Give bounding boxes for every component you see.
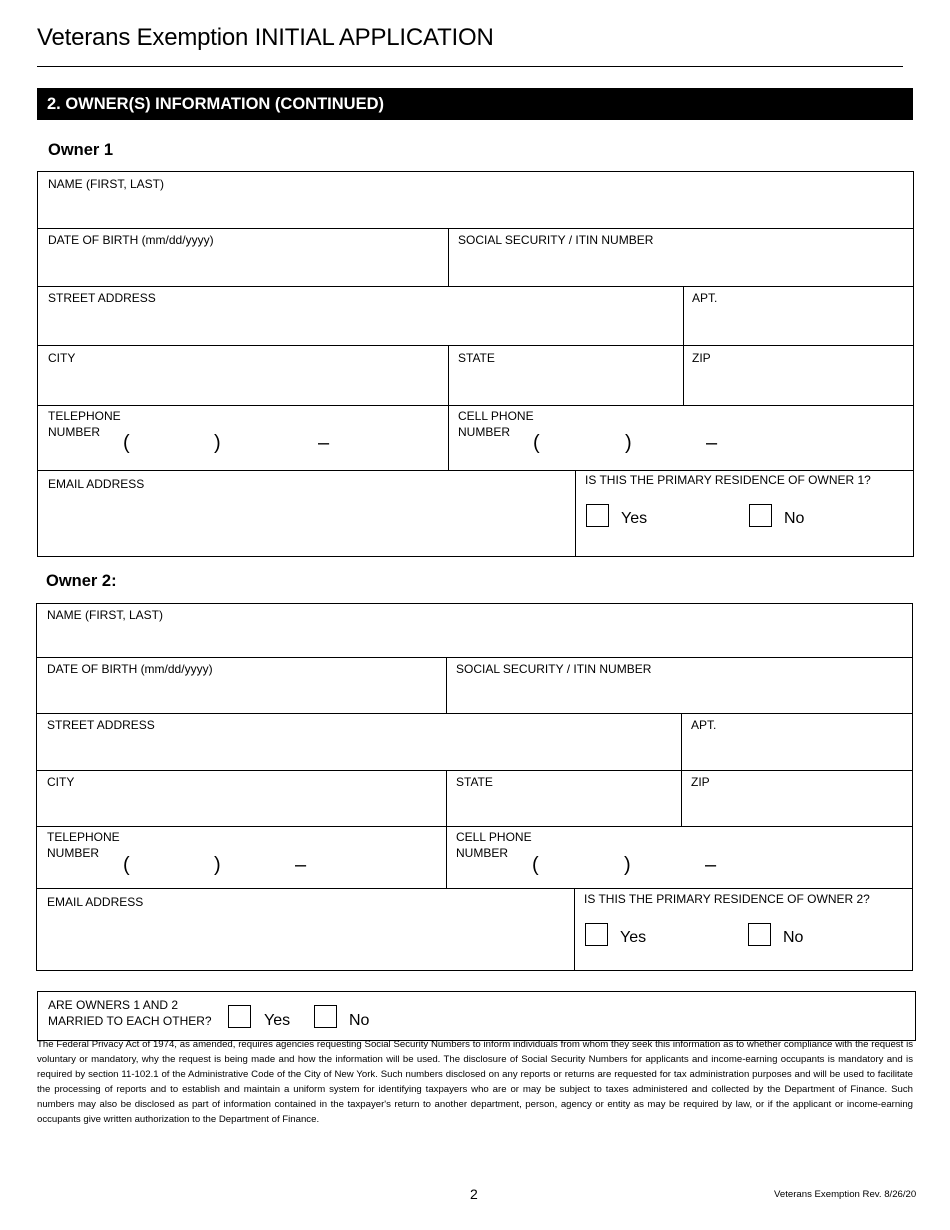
owner1-street-label: STREET ADDRESS [48,291,156,305]
married-no-label: No [349,1012,370,1029]
phone-open-paren: ( [123,432,130,454]
owner2-apt-label: APT. [691,718,717,732]
owner1-heading: Owner 1 [48,141,114,159]
title-divider [37,66,903,67]
owner1-cell-field[interactable] [449,406,913,470]
phone-close-paren: ) [214,854,221,876]
owner2-dob-label: DATE OF BIRTH (mm/dd/yyyy) [47,662,213,676]
owner1-primary-residence [576,471,913,556]
owner1-ssn-label: SOCIAL SECURITY / ITIN NUMBER [458,233,654,247]
owner1-state-label: STATE [458,351,495,365]
owner1-dob-field[interactable] [38,229,448,286]
owner2-name-field[interactable] [37,604,912,657]
owner1-street-field[interactable] [38,287,683,345]
owner2-zip-label: ZIP [691,775,710,789]
owner2-zip-field[interactable] [682,771,912,826]
phone-dash: – [295,854,307,876]
phone-close-paren: ) [625,432,632,454]
owner2-email-field[interactable] [37,889,574,970]
owner2-primary-residence [575,889,912,970]
owner2-street-label: STREET ADDRESS [47,718,155,732]
owner1-cell-label: CELL PHONE NUMBER [458,409,534,439]
owner2-residence-no-label: No [783,929,804,946]
owner1-residence-no-label: No [784,510,805,527]
owner2-heading: Owner 2: [46,572,117,590]
owner1-ssn-field[interactable] [449,229,913,286]
phone-dash: – [318,432,330,454]
owner1-name-field[interactable] [38,172,913,228]
owner1-email-field[interactable] [38,471,575,556]
owner2-state-field[interactable] [447,771,681,826]
owner2-city-label: CITY [47,775,75,789]
owner2-telephone-field[interactable] [37,827,446,888]
owner1-city-label: CITY [48,351,76,365]
owner1-state-field[interactable] [449,346,683,405]
phone-close-paren: ) [214,432,221,454]
owner2-form [36,603,913,971]
owner1-form [37,171,914,557]
owner1-telephone-field[interactable] [38,406,448,470]
form-title: Veterans Exemption INITIAL APPLICATION [37,24,494,51]
owner1-name-label: NAME (FIRST, LAST) [48,177,165,191]
owner1-apt-field[interactable] [684,287,913,345]
owner2-primary-residence-question: IS THIS THE PRIMARY RESIDENCE OF OWNER 2? [584,892,870,906]
revision-label: Veterans Exemption Rev. 8/26/20 [774,1189,917,1200]
phone-open-paren: ( [532,854,539,876]
owner2-apt-field[interactable] [682,714,912,770]
owner1-residence-yes-checkbox[interactable] [586,504,609,527]
owner2-email-label: EMAIL ADDRESS [47,895,144,909]
owner2-ssn-label: SOCIAL SECURITY / ITIN NUMBER [456,662,652,676]
owner2-residence-yes-checkbox[interactable] [585,923,608,946]
phone-close-paren: ) [624,854,631,876]
owner2-cell-label: CELL PHONE NUMBER [456,830,532,860]
married-question-box [37,991,916,1041]
married-question-label: ARE OWNERS 1 AND 2 MARRIED TO EACH OTHER? [48,998,212,1028]
married-yes-label: Yes [264,1012,291,1029]
owner1-residence-yes-label: Yes [621,510,648,527]
owner2-street-field[interactable] [37,714,681,770]
page-number: 2 [470,1186,478,1202]
owner2-name-label: NAME (FIRST, LAST) [47,608,164,622]
owner1-city-field[interactable] [38,346,448,405]
owner2-residence-no-checkbox[interactable] [748,923,771,946]
owner1-zip-label: ZIP [692,351,711,365]
owner1-email-label: EMAIL ADDRESS [48,477,145,491]
owner2-state-label: STATE [456,775,493,789]
section-banner: 2. OWNER(S) INFORMATION (CONTINUED) [37,88,913,120]
married-no-checkbox[interactable] [314,1005,337,1028]
phone-open-paren: ( [533,432,540,454]
owner1-apt-label: APT. [692,291,718,305]
owner2-city-field[interactable] [37,771,446,826]
owner2-cell-field[interactable] [447,827,912,888]
owner1-dob-label: DATE OF BIRTH (mm/dd/yyyy) [48,233,214,247]
phone-dash: – [706,432,718,454]
owner1-zip-field[interactable] [684,346,913,405]
owner2-telephone-label: TELEPHONE NUMBER [47,830,120,860]
privacy-act-notice: The Federal Privacy Act of 1974, as amended, requires agencies requesting Social Security Numbers to inform individuals from whom they seek this information as to whether compliance with the request is voluntary or mandatory, why the request is being made and how the information will be used. The disclosure of Social Security Numbers for applicants and income-earning occupants is mandatory and is required by section 11-102.1 of the Administrative Code of the City of New York. Such numbers disclosed on any reports or returns are requested for tax administration purposes and will be used to facilitate the processing of reports and to establish and maintain a uniform system for identifying taxpayers who are or may be subject to taxes administered and collected by the Department of Finance. Such numbers may also be disclosed as part of information contained in the taxpayer's return to another department, person, agency or entity as may be required by law, or if the applicant or income-earning occupants give written authorization to the Department of Finance. [37,1039,913,1125]
owner2-dob-field[interactable] [37,658,446,713]
phone-open-paren: ( [123,854,130,876]
married-yes-checkbox[interactable] [228,1005,251,1028]
owner2-ssn-field[interactable] [447,658,912,713]
owner1-primary-residence-question: IS THIS THE PRIMARY RESIDENCE OF OWNER 1? [585,473,871,487]
phone-dash: – [705,854,717,876]
owner1-telephone-label: TELEPHONE NUMBER [48,409,121,439]
owner2-residence-yes-label: Yes [620,929,647,946]
owner1-residence-no-checkbox[interactable] [749,504,772,527]
